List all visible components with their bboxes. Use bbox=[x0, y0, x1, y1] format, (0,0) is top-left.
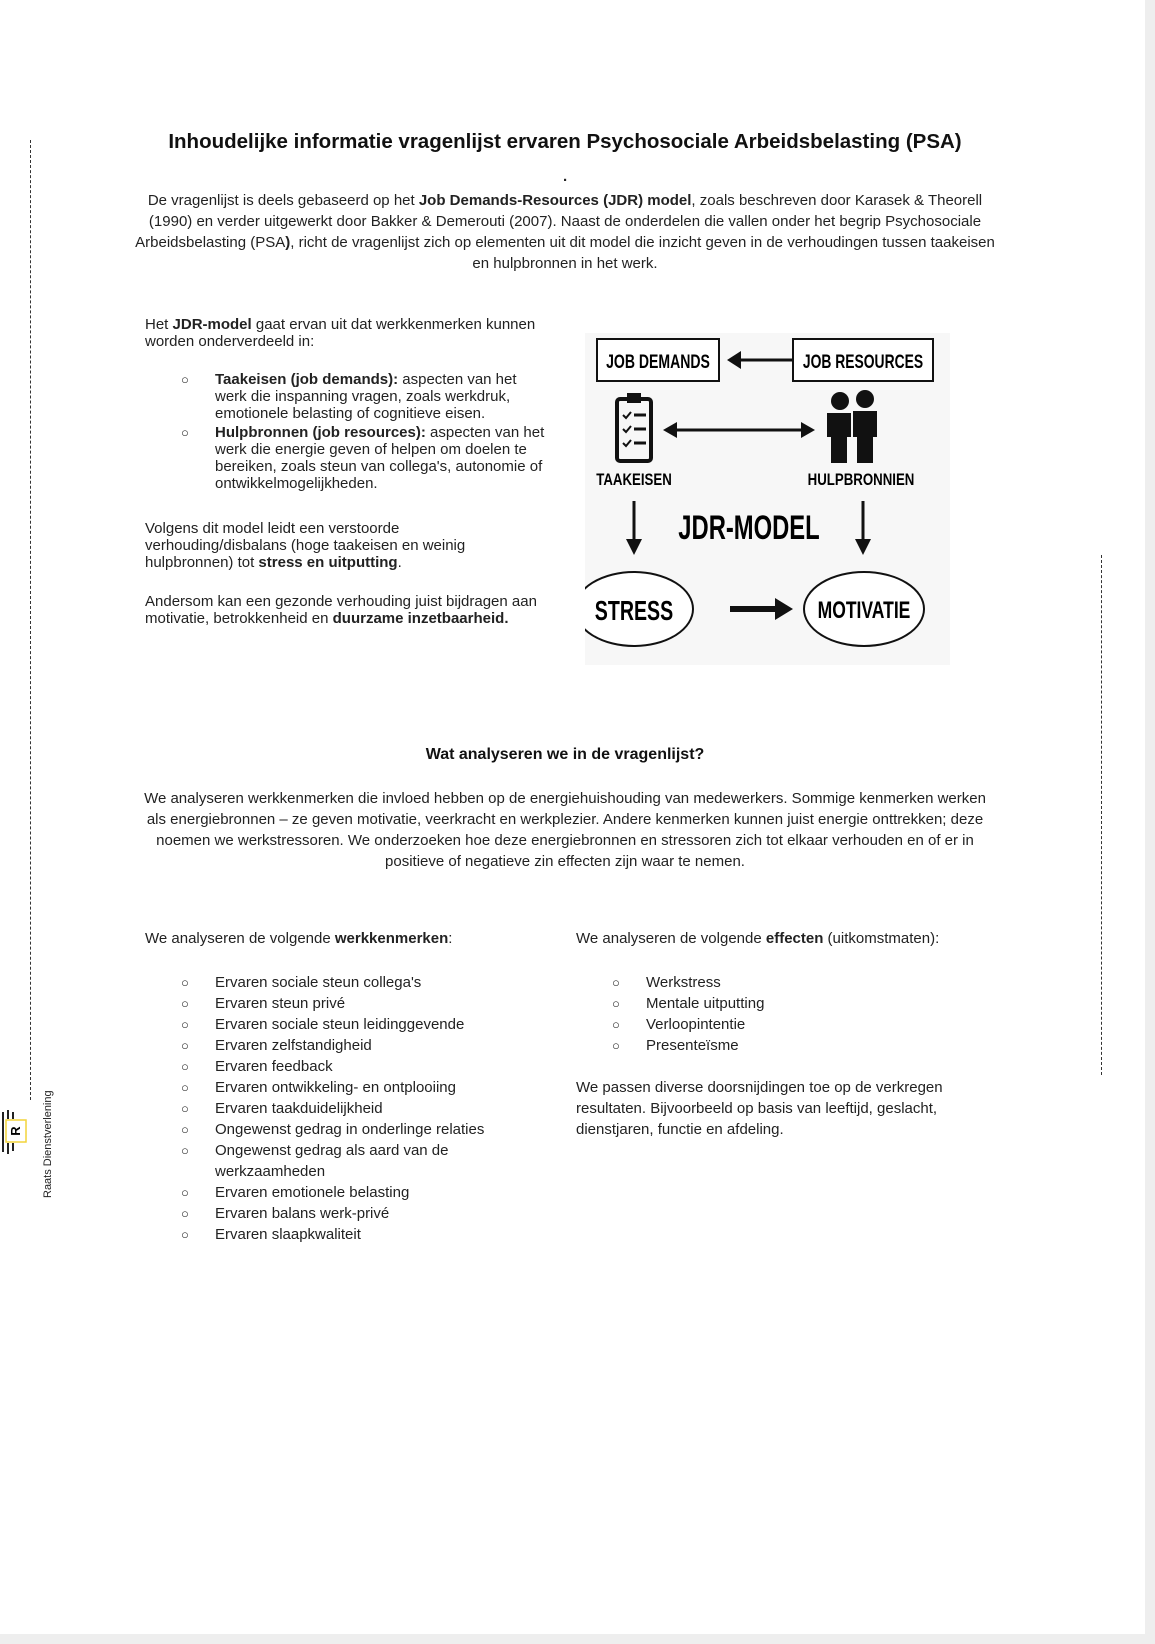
list-item-text: Ervaren feedback bbox=[215, 1058, 333, 1075]
text: We analyseren de volgende bbox=[576, 930, 766, 947]
bullet: ○ bbox=[181, 1080, 189, 1095]
list-item bbox=[145, 1140, 495, 1182]
item-bold: Taakeisen (job demands): bbox=[215, 371, 399, 388]
text: We analyseren de volgende bbox=[145, 930, 335, 947]
brand-name: Raats Dienstverlening bbox=[42, 1090, 54, 1198]
arrowhead-left bbox=[663, 422, 677, 438]
list-item bbox=[145, 1098, 495, 1119]
list-item-text: Ervaren ontwikkeling- en ontplooiing bbox=[215, 1079, 456, 1096]
intro-bold: ) bbox=[285, 234, 291, 251]
model-label: JDR-MODEL bbox=[678, 508, 820, 548]
bullet: ○ bbox=[181, 1122, 189, 1137]
clipboard-icon bbox=[617, 393, 651, 461]
item-text: aspecten van het werk die inspanning vragen, zoals werkdruk, emotionele belasting of cognitieve eisen. bbox=[215, 371, 517, 422]
title-dot: . bbox=[563, 168, 568, 185]
list-item-text: Ervaren sociale steun leidinggevende bbox=[215, 1016, 465, 1033]
bold-text: werkkenmerken bbox=[334, 930, 449, 947]
list-item bbox=[145, 993, 495, 1014]
bold-text: JDR-model bbox=[172, 316, 252, 333]
item-bold: Hulpbronnen (job resources): bbox=[215, 424, 426, 441]
section-heading: Wat analyseren we in de vragenlijst? bbox=[425, 746, 705, 763]
list-item-text: Ervaren slaapkwaliteit bbox=[215, 1226, 361, 1243]
jdr-lead bbox=[145, 316, 545, 350]
list-item bbox=[145, 1182, 495, 1203]
intro-text: , richt de vragenlijst zich op elementen uit dit model die inzicht geven in de verhoudingen tussen taakeisen en hulpbronnen in het werk. bbox=[290, 234, 995, 272]
list-item bbox=[145, 424, 545, 492]
text: gaat ervan uit dat werkkenmerken kunnen worden onderverdeeld in: bbox=[145, 316, 536, 350]
werkkenmerken-lead bbox=[145, 928, 565, 949]
jdr-paragraph-2 bbox=[145, 520, 545, 571]
page-edge-right bbox=[1145, 0, 1155, 1644]
list-item bbox=[145, 1224, 495, 1245]
werkkenmerken-section bbox=[145, 928, 565, 1245]
page-edge-bottom bbox=[0, 1634, 1155, 1644]
jdr-paragraph-3 bbox=[145, 593, 545, 627]
intro-text: , zoals beschreven door Karasek & Theorell (1990) en verder uitgewerkt door Bakker & Demerouti (2007). Naast de onderdelen die vallen onder het begrip Psychosociale Arbeidsbelasting (PSA bbox=[135, 192, 983, 251]
list-item-text: Werkstress bbox=[646, 974, 721, 991]
item-text: aspecten van het werk die energie geven of helpen om doelen te bereiken, zoals steun van collega's, autonomie of ontwikkelmogelijkheden. bbox=[215, 424, 545, 492]
stress-label: STRESS bbox=[594, 595, 674, 627]
bullet: ○ bbox=[181, 1017, 189, 1032]
motivatie-label: MOTIVATIE bbox=[817, 597, 911, 624]
arrowhead-stress-to-motivatie bbox=[775, 598, 793, 620]
jdr-model-diagram bbox=[585, 333, 950, 665]
bullet: ○ bbox=[181, 1101, 189, 1116]
list-item bbox=[145, 1077, 495, 1098]
bold-text: duurzame inzetbaarheid. bbox=[332, 610, 509, 627]
bullet: ○ bbox=[612, 1038, 620, 1053]
list-item bbox=[145, 1035, 495, 1056]
effecten-section bbox=[576, 928, 996, 1140]
list-item-text: Ervaren sociale steun collega's bbox=[215, 974, 422, 991]
job-resources-label: JOB RESOURCES bbox=[802, 350, 924, 373]
bullet: ○ bbox=[181, 1227, 189, 1242]
list-item bbox=[145, 371, 545, 422]
list-item-text: Ervaren zelfstandigheid bbox=[215, 1037, 372, 1054]
list-item bbox=[576, 1035, 996, 1056]
list-item bbox=[145, 1203, 495, 1224]
list-item-text: Verloopintentie bbox=[646, 1016, 746, 1033]
text: Andersom kan een gezonde verhouding juist bijdragen aan motivatie, betrokkenheid en bbox=[145, 593, 537, 627]
margin-dashed-line-right bbox=[1101, 555, 1102, 1075]
list-item-text: Presenteïsme bbox=[646, 1037, 739, 1054]
bullet: ○ bbox=[181, 425, 189, 440]
margin-dashed-line-left bbox=[30, 140, 31, 1100]
arrowhead-right bbox=[801, 422, 815, 438]
intro-bold: Job Demands-Resources (JDR) model bbox=[418, 192, 692, 209]
people-icon bbox=[827, 390, 877, 463]
bullet: ○ bbox=[181, 1143, 189, 1158]
list-item-text: Ervaren steun privé bbox=[215, 995, 346, 1012]
list-item bbox=[145, 1119, 495, 1140]
list-item bbox=[145, 1056, 495, 1077]
list-item-text: Ongewenst gedrag als aard van de werkzaamheden bbox=[215, 1142, 449, 1180]
arrowhead-down-right bbox=[855, 539, 871, 555]
bullet: ○ bbox=[181, 996, 189, 1011]
list-item bbox=[576, 972, 996, 993]
text: : bbox=[448, 930, 453, 947]
list-item bbox=[145, 972, 495, 993]
arrowhead bbox=[727, 351, 741, 369]
jdr-explanation bbox=[145, 316, 545, 627]
taakeisen-label: TAAKEISEN bbox=[596, 470, 672, 490]
raats-logo-icon bbox=[0, 1108, 28, 1156]
hulpbronnen-label: HULPBRONNIEN bbox=[807, 470, 915, 490]
list-item bbox=[145, 1014, 495, 1035]
job-demands-label: JOB DEMANDS bbox=[606, 350, 710, 373]
bullet: ○ bbox=[612, 996, 620, 1011]
bullet: ○ bbox=[612, 975, 620, 990]
text: (uitkomstmaten): bbox=[823, 930, 940, 947]
list-item-text: Ervaren taakduidelijkheid bbox=[215, 1100, 383, 1117]
page-title: Inhoudelijke informatie vragenlijst ervaren Psychosociale Arbeidsbelasting (PSA) bbox=[168, 130, 962, 153]
bullet: ○ bbox=[181, 975, 189, 990]
list-item bbox=[576, 1014, 996, 1035]
bold-text: stress en uitputting bbox=[258, 554, 398, 571]
bullet: ○ bbox=[181, 1059, 189, 1074]
effecten-note: We passen diverse doorsnijdingen toe op de verkregen resultaten. Bijvoorbeeld op basis van leeftijd, geslacht, dienstjaren, functie en afdeling. bbox=[576, 1079, 943, 1138]
list-item-text: Ervaren balans werk-privé bbox=[215, 1205, 390, 1222]
intro-paragraph bbox=[130, 190, 1000, 274]
bold-text: effecten bbox=[765, 930, 824, 947]
bullet: ○ bbox=[181, 1206, 189, 1221]
analysis-paragraph: We analyseren werkkenmerken die invloed hebben op de energiehuishouding van medewerkers. Sommige kenmerken werken als energiebronnen – ze geven motivatie, veerkracht en werkplezier. Andere kenmerken kunnen juist energie onttrekken; deze noemen we werkstressoren. We onderzoeken hoe deze energiebronnen en stressoren zich tot elkaar verhouden en of er in positieve of negatieve zin effecten zijn waar te nemen. bbox=[144, 790, 986, 870]
arrowhead-down-left bbox=[626, 539, 642, 555]
bullet: ○ bbox=[181, 1185, 189, 1200]
list-item-text: Ervaren emotionele belasting bbox=[215, 1184, 410, 1201]
logo-letter: R bbox=[8, 1126, 23, 1136]
text: . bbox=[397, 554, 402, 571]
bullet: ○ bbox=[181, 372, 189, 387]
intro-text: De vragenlijst is deels gebaseerd op het bbox=[147, 192, 419, 209]
text: Het bbox=[145, 316, 173, 333]
effecten-lead bbox=[576, 928, 996, 949]
bullet: ○ bbox=[612, 1017, 620, 1032]
list-item bbox=[576, 993, 996, 1014]
bullet: ○ bbox=[181, 1038, 189, 1053]
text: Volgens dit model leidt een verstoorde verhouding/disbalans (hoge taakeisen en weinig hulpbronnen) tot bbox=[145, 520, 466, 571]
list-item-text: Ongewenst gedrag in onderlinge relaties bbox=[215, 1121, 485, 1138]
list-item-text: Mentale uitputting bbox=[646, 995, 765, 1012]
